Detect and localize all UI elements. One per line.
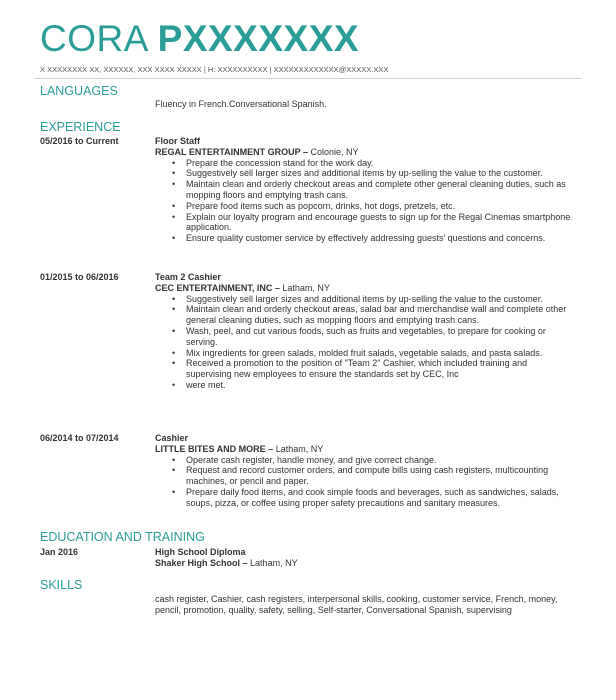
company-name: REGAL ENTERTAINMENT GROUP (155, 146, 301, 157)
job-duties (155, 455, 575, 509)
contact-line: X XXXXXXXX XX, XXXXXX, XXX XXXX XXXXX | H: XXXXXXXXXX | XXXXXXXXXXXXX@XXXXX.XXX (40, 65, 389, 74)
education-entry (155, 547, 575, 569)
education-heading: EDUCATION AND TRAINING (40, 530, 205, 544)
job-duty: • Explain our loyalty program and encourage guests to sign up for the Regal Cinemas smartphone application. (186, 212, 575, 234)
experience-heading: EXPERIENCE (40, 120, 121, 134)
job-date: 05/2016 to Current (40, 136, 119, 146)
job-duty: • Maintain clean and orderly checkout areas, salad bar and merchandise wall and complete other general cleaning duties, such as mopping floors and emptying trash cans. (186, 304, 575, 326)
education-date: Jan 2016 (40, 547, 79, 557)
job-duty: • Operate cash register, handle money, and give correct change. (186, 455, 575, 466)
skills-text: cash register, Cashier, cash registers, interpersonal skills, cooking, customer service, French, money, pencil, promotion, quality, safety, selling, Self-starter, Conversational Spanish, supervising (155, 594, 558, 615)
school-name: Shaker High School (155, 557, 241, 568)
job-date: 01/2015 to 06/2016 (40, 272, 119, 282)
company-location: Latham, NY (282, 282, 330, 293)
job-date: 06/2014 to 07/2014 (40, 433, 119, 443)
job-company (155, 147, 575, 158)
job-duty: • Wash, peel, and cut various foods, such as fruits and vegetables, to prepare for cooking or serving. (186, 326, 575, 348)
job-company (155, 444, 575, 455)
company-location: Colonie, NY (310, 146, 359, 157)
job-entry (155, 272, 575, 391)
company-name: CEC ENTERTAINMENT, INC (155, 282, 273, 293)
job-duty: • Suggestively sell larger sizes and additional items by up-selling the value to the customer. (186, 294, 575, 305)
languages-heading: LANGUAGES (40, 84, 118, 98)
job-entry (155, 433, 575, 509)
company-name: LITTLE BITES AND MORE (155, 443, 266, 454)
candidate-name (40, 18, 359, 60)
job-title: Team 2 Cashier (155, 272, 221, 282)
job-duty: • Suggestively sell larger sizes and additional items by up-selling the value to the customer. (186, 168, 575, 179)
job-entry (155, 136, 575, 244)
job-duty: • Prepare food items such as popcorn, drinks, hot dogs, pretzels, etc. (186, 201, 575, 212)
languages-text: Fluency in French.Conversational Spanish. (155, 99, 327, 109)
job-duty: • Prepare daily food items, and cook simple foods and beverages, such as sandwiches, salads, soups, pizza, or coffee using proper safety precautions and sanitary measures. (186, 487, 575, 509)
school-separator: – (240, 557, 251, 568)
last-name: PXXXXXXX (157, 18, 360, 59)
job-duty: • were met. (186, 380, 575, 391)
job-duty: • Ensure quality customer service by effectively addressing guests' questions and concerns. (186, 233, 575, 244)
job-company (155, 283, 575, 294)
job-duty: • Mix ingredients for green salads, molded fruit salads, vegetable salads, and pasta salads. (186, 348, 575, 359)
education-degree: High School Diploma (155, 547, 246, 557)
education-school (155, 558, 575, 569)
skills-heading: SKILLS (40, 578, 83, 592)
first-name: CORA (40, 18, 158, 59)
company-separator: – (272, 282, 283, 293)
job-duty: • Maintain clean and orderly checkout areas and complete other general cleaning duties, such as mopping floors and emptying trash cans. (186, 179, 575, 201)
job-duties (155, 158, 575, 244)
job-duty: • Prepare the concession stand for the work day. (186, 158, 575, 169)
job-title: Floor Staff (155, 136, 200, 146)
company-location: Latham, NY (275, 443, 324, 454)
job-duty: • Request and record customer orders, and compute bills using cash registers, multicounting machines, or pencil and paper. (186, 465, 575, 487)
company-separator: – (300, 146, 311, 157)
job-title: Cashier (155, 433, 189, 443)
job-duty: • Received a promotion to the position of "Team 2" Cashier, which included training and supervising new employees to ensure the standards set by CEC, Inc (186, 358, 575, 380)
company-separator: – (265, 443, 276, 454)
school-location: Latham, NY (250, 557, 298, 568)
header-divider (34, 78, 582, 79)
job-duties (155, 294, 575, 391)
